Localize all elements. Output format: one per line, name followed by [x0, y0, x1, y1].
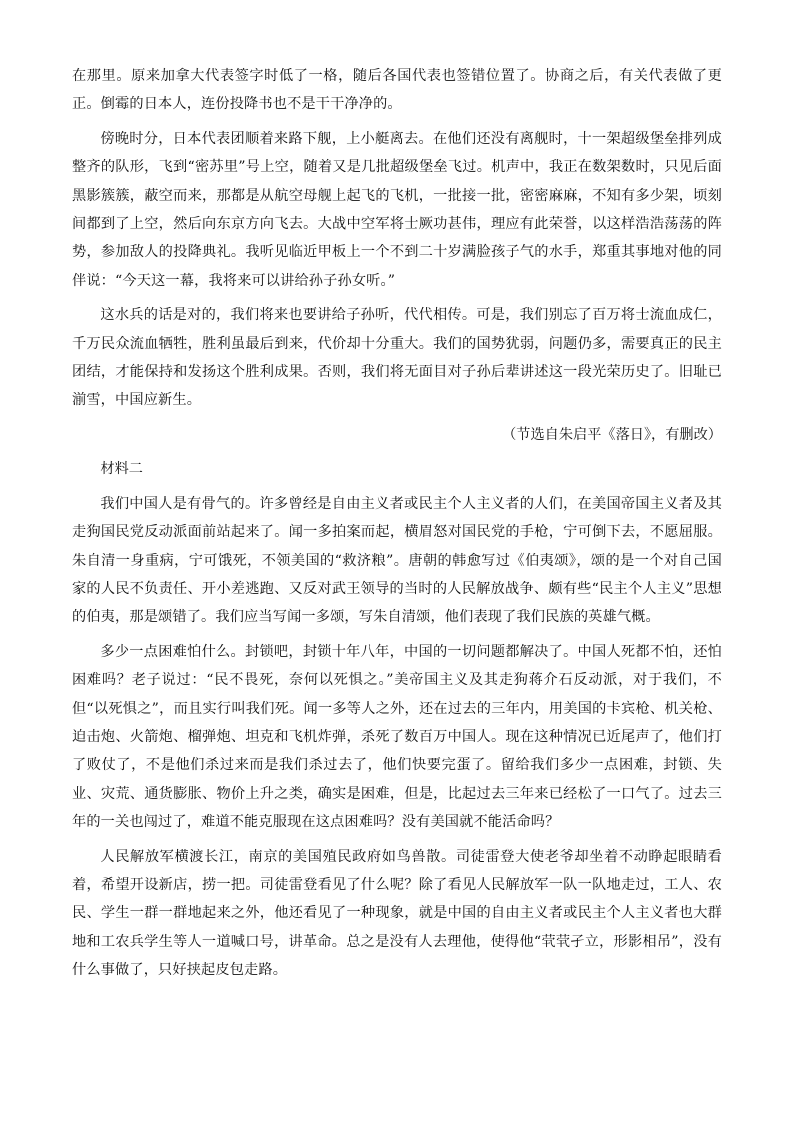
paragraph-4: 我们中国人是有骨气的。许多曾经是自由主义者或民主个人主义者的人们，在美国帝国主义者及其走狗国民党反动派面前站起来了。闻一多拍案而起，横眉怒对国民党的手枪，宁可倒下去，不愿屈服。朱自清一身重病，宁可饿死，不领美国的“救济粮”。唐朝的韩愈写过《伯夷颂》，颂的是一个对自己国家的人民不负责任、开小差逃跑、又反对武王领导的当时的人民解放战争、颇有些“民主个人主义”思想的伯夷，那是颂错了。我们应当写闻一多颂，写朱自清颂，他们表现了我们民族的英雄气概。 [72, 495, 722, 626]
source-citation: （节选自朱启平《落日》，有删改） [502, 426, 722, 443]
paragraph-2: 傍晚时分，日本代表团顺着来路下舰，上小艇离去。在他们还没有离舰时，十一架超级堡垒排列成整齐的队形，飞到“密苏里”号上空，随着又是几批超级堡垒飞过。机声中，我正在数架数时，只见后面黑影簇簇，蔽空而来，那都是从航空母舰上起飞的飞机，一批接一批，密密麻麻，不知有多少架，顷刻间都到了上空，然后向东京方向飞去。大战中空军将士厥功甚伟，理应有此荣誉，以这样浩浩荡荡的阵势，参加敌人的投降典礼。我听见临近甲板上一个不到二十岁满脸孩子气的水手，郑重其事地对他的同伴说：“今天这一幕，我将来可以讲给孙子孙女听。” [72, 130, 722, 289]
paragraph-3: 这水兵的话是对的，我们将来也要讲给子孙听，代代相传。可是，我们别忘了百万将士流血成仁，千万民众流血牺牲，胜利虽最后到来，代价却十分重大。我们的国势犹弱，问题仍多，需要真正的民主团结，才能保持和发扬这个胜利成果。否则，我们将无面目对子孙后辈讲述这一段光荣历史了。旧耻已湔雪，中国应新生。 [72, 307, 722, 409]
paragraph-1: 在那里。原来加拿大代表签字时低了一格，随后各国代表也签错位置了。协商之后，有关代表做了更正。倒霉的日本人，连份投降书也不是干干净净的。 [72, 68, 722, 113]
section-heading: 材料二 [100, 461, 143, 478]
paragraph-5: 多少一点困难怕什么。封锁吧，封锁十年八年，中国的一切问题都解决了。中国人死都不怕，还怕困难吗？老子说过：“民不畏死，奈何以死惧之。”美帝国主义及其走狗蒋介石反动派，对于我们，不但“以死惧之”，而且实行叫我们死。闻一多等人之外，还在过去的三年内，用美国的卡宾枪、机关枪、迫击炮、火箭炮、榴弹炮、坦克和飞机炸弹，杀死了数百万中国人。现在这种情况已近尾声了，他们打了败仗了，不是他们杀过来而是我们杀过去了，他们快要完蛋了。留给我们多少一点困难，封锁、失业、灾荒、通货膨胀、物价上升之类，确实是困难，但是，比起过去三年来已经松了一口气了。过去三年的一关也闯过了，难道不能克服现在这点困难吗？没有美国就不能活命吗？ [72, 643, 722, 831]
paragraph-6: 人民解放军横渡长江，南京的美国殖民政府如鸟兽散。司徒雷登大使老爷却坐着不动睁起眼睛看着，希望开设新店，捞一把。司徒雷登看见了什么呢？除了看见人民解放军一队一队地走过，工人、农民、学生一群一群地起来之外，他还看见了一种现象，就是中国的自由主义者或民主个人主义者也大群地和工农兵学生等人一道喊口号，讲革命。总之是没有人去理他，使得他“茕茕孑立，形影相吊”，没有什么事做了，只好挟起皮包走路。 [72, 848, 722, 979]
document-body [72, 62, 722, 985]
